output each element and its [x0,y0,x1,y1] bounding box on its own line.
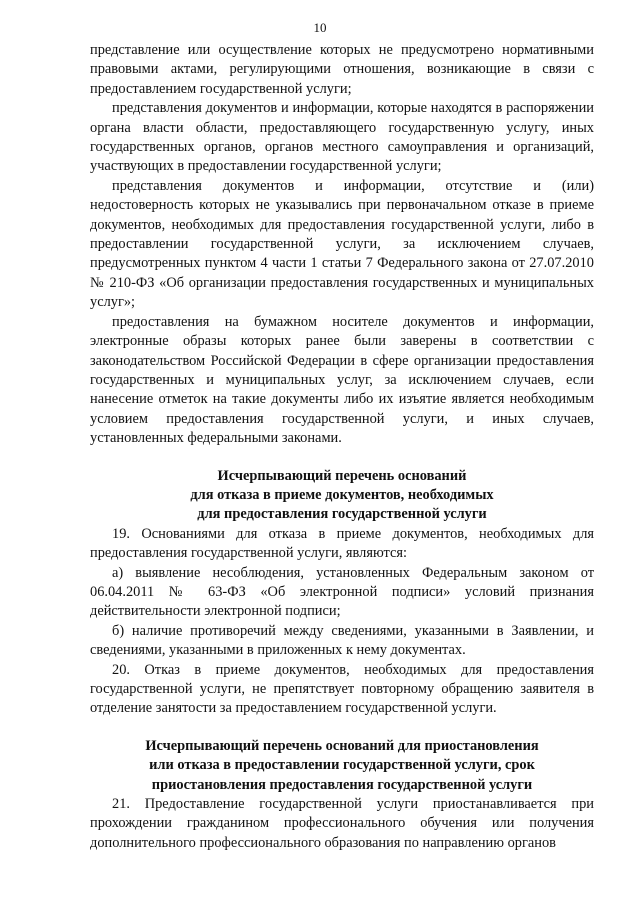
paragraph: а) выявление несоблюдения, установленных Федеральным законом от 06.04.2011 № 63-ФЗ «Об электронной подписи» условий признания действительности электронной подписи; [90,564,594,620]
heading-line: Исчерпывающий перечень оснований для приостановления [145,737,539,754]
paragraph: 20. Отказ в приеме документов, необходимых для предоставления государственной услуги, не препятствует повторному обращению заявителя в отделение занятости за предоставлением государственной услуги. [90,661,594,717]
document-body [90,41,594,853]
page-number: 10 [313,20,327,35]
paragraph: 19. Основаниями для отказа в приеме документов, необходимых для предоставления государственной услуги, являются: [90,525,594,562]
paragraph: предоставления на бумажном носителе документов и информации, электронные образы которых ранее были заверены в соответствии с законодательством Российской Федерации в сфере организации предоставления государственных и муниципальных услуг, за исключением случаев, если нанесение отметок на такие документы либо их изъятие является необходимым условием предоставления государственной услуги, и иных случаев, установленных федеральными законами. [90,313,594,447]
paragraph: представления документов и информации, которые находятся в распоряжении органа власти области, предоставляющего государственную услугу, иных государственных органов, органов местного самоуправления и организаций, участвующих в предоставлении государственной услуги; [90,100,594,175]
paragraph: б) наличие противоречий между сведениями, указанными в Заявлении, и сведениями, указанными в приложенных к нему документах. [90,622,594,659]
heading-line: для отказа в приеме документов, необходимых [190,486,494,503]
paragraph: представление или осуществление которых не предусмотрено нормативными правовыми актами, регулирующими отношения, возникающие в связи с предоставлением государственной услуги; [90,42,594,97]
heading-line: приостановления предоставления государственной услуги [151,776,533,793]
section-heading [90,467,594,525]
heading-line: Исчерпывающий перечень оснований [217,467,467,484]
paragraph: представления документов и информации, отсутствие и (или) недостоверность которых не указывались при первоначальном отказе в приеме документов, необходимых для предоставления государственной услуги, либо в предоставлении государственной услуги, за исключением случаев, предусмотренных пунктом 4 части 1 статьи 7 Федерального закона от 27.07.2010 № 210-ФЗ «Об организации предоставления государственных и муниципальных услуг»; [90,177,594,311]
heading-line: для предоставления государственной услуги [197,506,487,523]
section-heading [90,737,594,795]
paragraph: 21. Предоставление государственной услуги приостанавливается при прохождении гражданином профессионального обучения или получения дополнительного профессионального образования по направлению органов [90,796,594,851]
heading-line: или отказа в предоставлении государственной услуги, срок [149,757,535,774]
